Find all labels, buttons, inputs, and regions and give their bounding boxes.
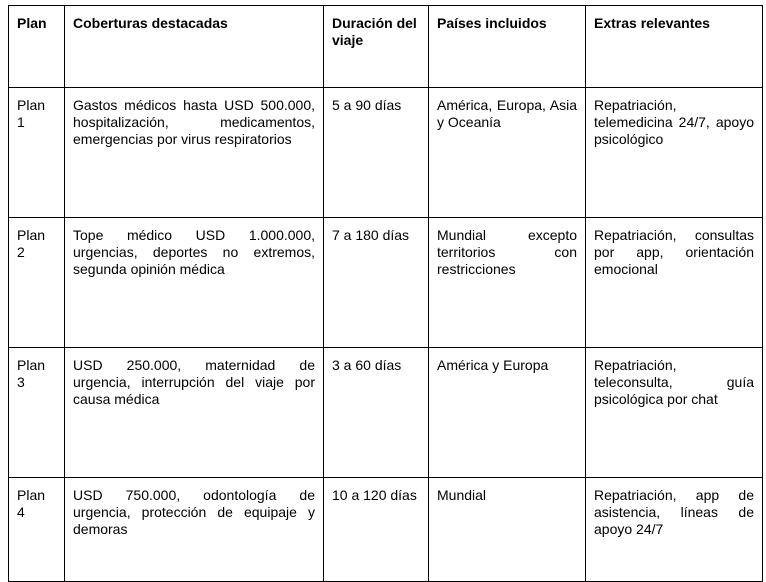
cell-coberturas: Gastos médicos hasta USD 500.000, hospitalización, medicamentos, emergencias por virus respiratorios <box>65 88 324 218</box>
table-row <box>9 218 763 348</box>
cell-paises: América y Europa <box>429 348 586 478</box>
cell-duracion: 10 a 120 días <box>324 478 429 582</box>
cell-duracion: 3 a 60 días <box>324 348 429 478</box>
cell-plan: Plan 4 <box>9 478 65 582</box>
cell-duracion: 7 a 180 días <box>324 218 429 348</box>
cell-plan: Plan 2 <box>9 218 65 348</box>
cell-coberturas: USD 250.000, maternidad de urgencia, interrupción del viaje por causa médica <box>65 348 324 478</box>
header-coberturas: Coberturas destacadas <box>65 6 324 88</box>
cell-plan: Plan 1 <box>9 88 65 218</box>
cell-extras: Repatriación, consultas por app, orientación emocional <box>586 218 763 348</box>
header-duracion: Duración del viaje <box>324 6 429 88</box>
cell-paises: Mundial <box>429 478 586 582</box>
cell-paises: Mundial excepto territorios con restricciones <box>429 218 586 348</box>
cell-duracion: 5 a 90 días <box>324 88 429 218</box>
header-paises: Países incluidos <box>429 6 586 88</box>
plans-comparison-table <box>8 5 763 582</box>
cell-paises: América, Europa, Asia y Oceanía <box>429 88 586 218</box>
header-plan: Plan <box>9 6 65 88</box>
cell-coberturas: Tope médico USD 1.000.000, urgencias, deportes no extremos, segunda opinión médica <box>65 218 324 348</box>
cell-extras: Repatriación, app de asistencia, líneas de apoyo 24/7 <box>586 478 763 582</box>
cell-extras: Repatriación, teleconsulta, guía psicológica por chat <box>586 348 763 478</box>
table-row <box>9 348 763 478</box>
table-row <box>9 88 763 218</box>
cell-plan: Plan 3 <box>9 348 65 478</box>
header-extras: Extras relevantes <box>586 6 763 88</box>
header-row <box>9 6 763 88</box>
table-row <box>9 478 763 582</box>
cell-coberturas: USD 750.000, odontología de urgencia, protección de equipaje y demoras <box>65 478 324 582</box>
cell-extras: Repatriación, telemedicina 24/7, apoyo psicológico <box>586 88 763 218</box>
